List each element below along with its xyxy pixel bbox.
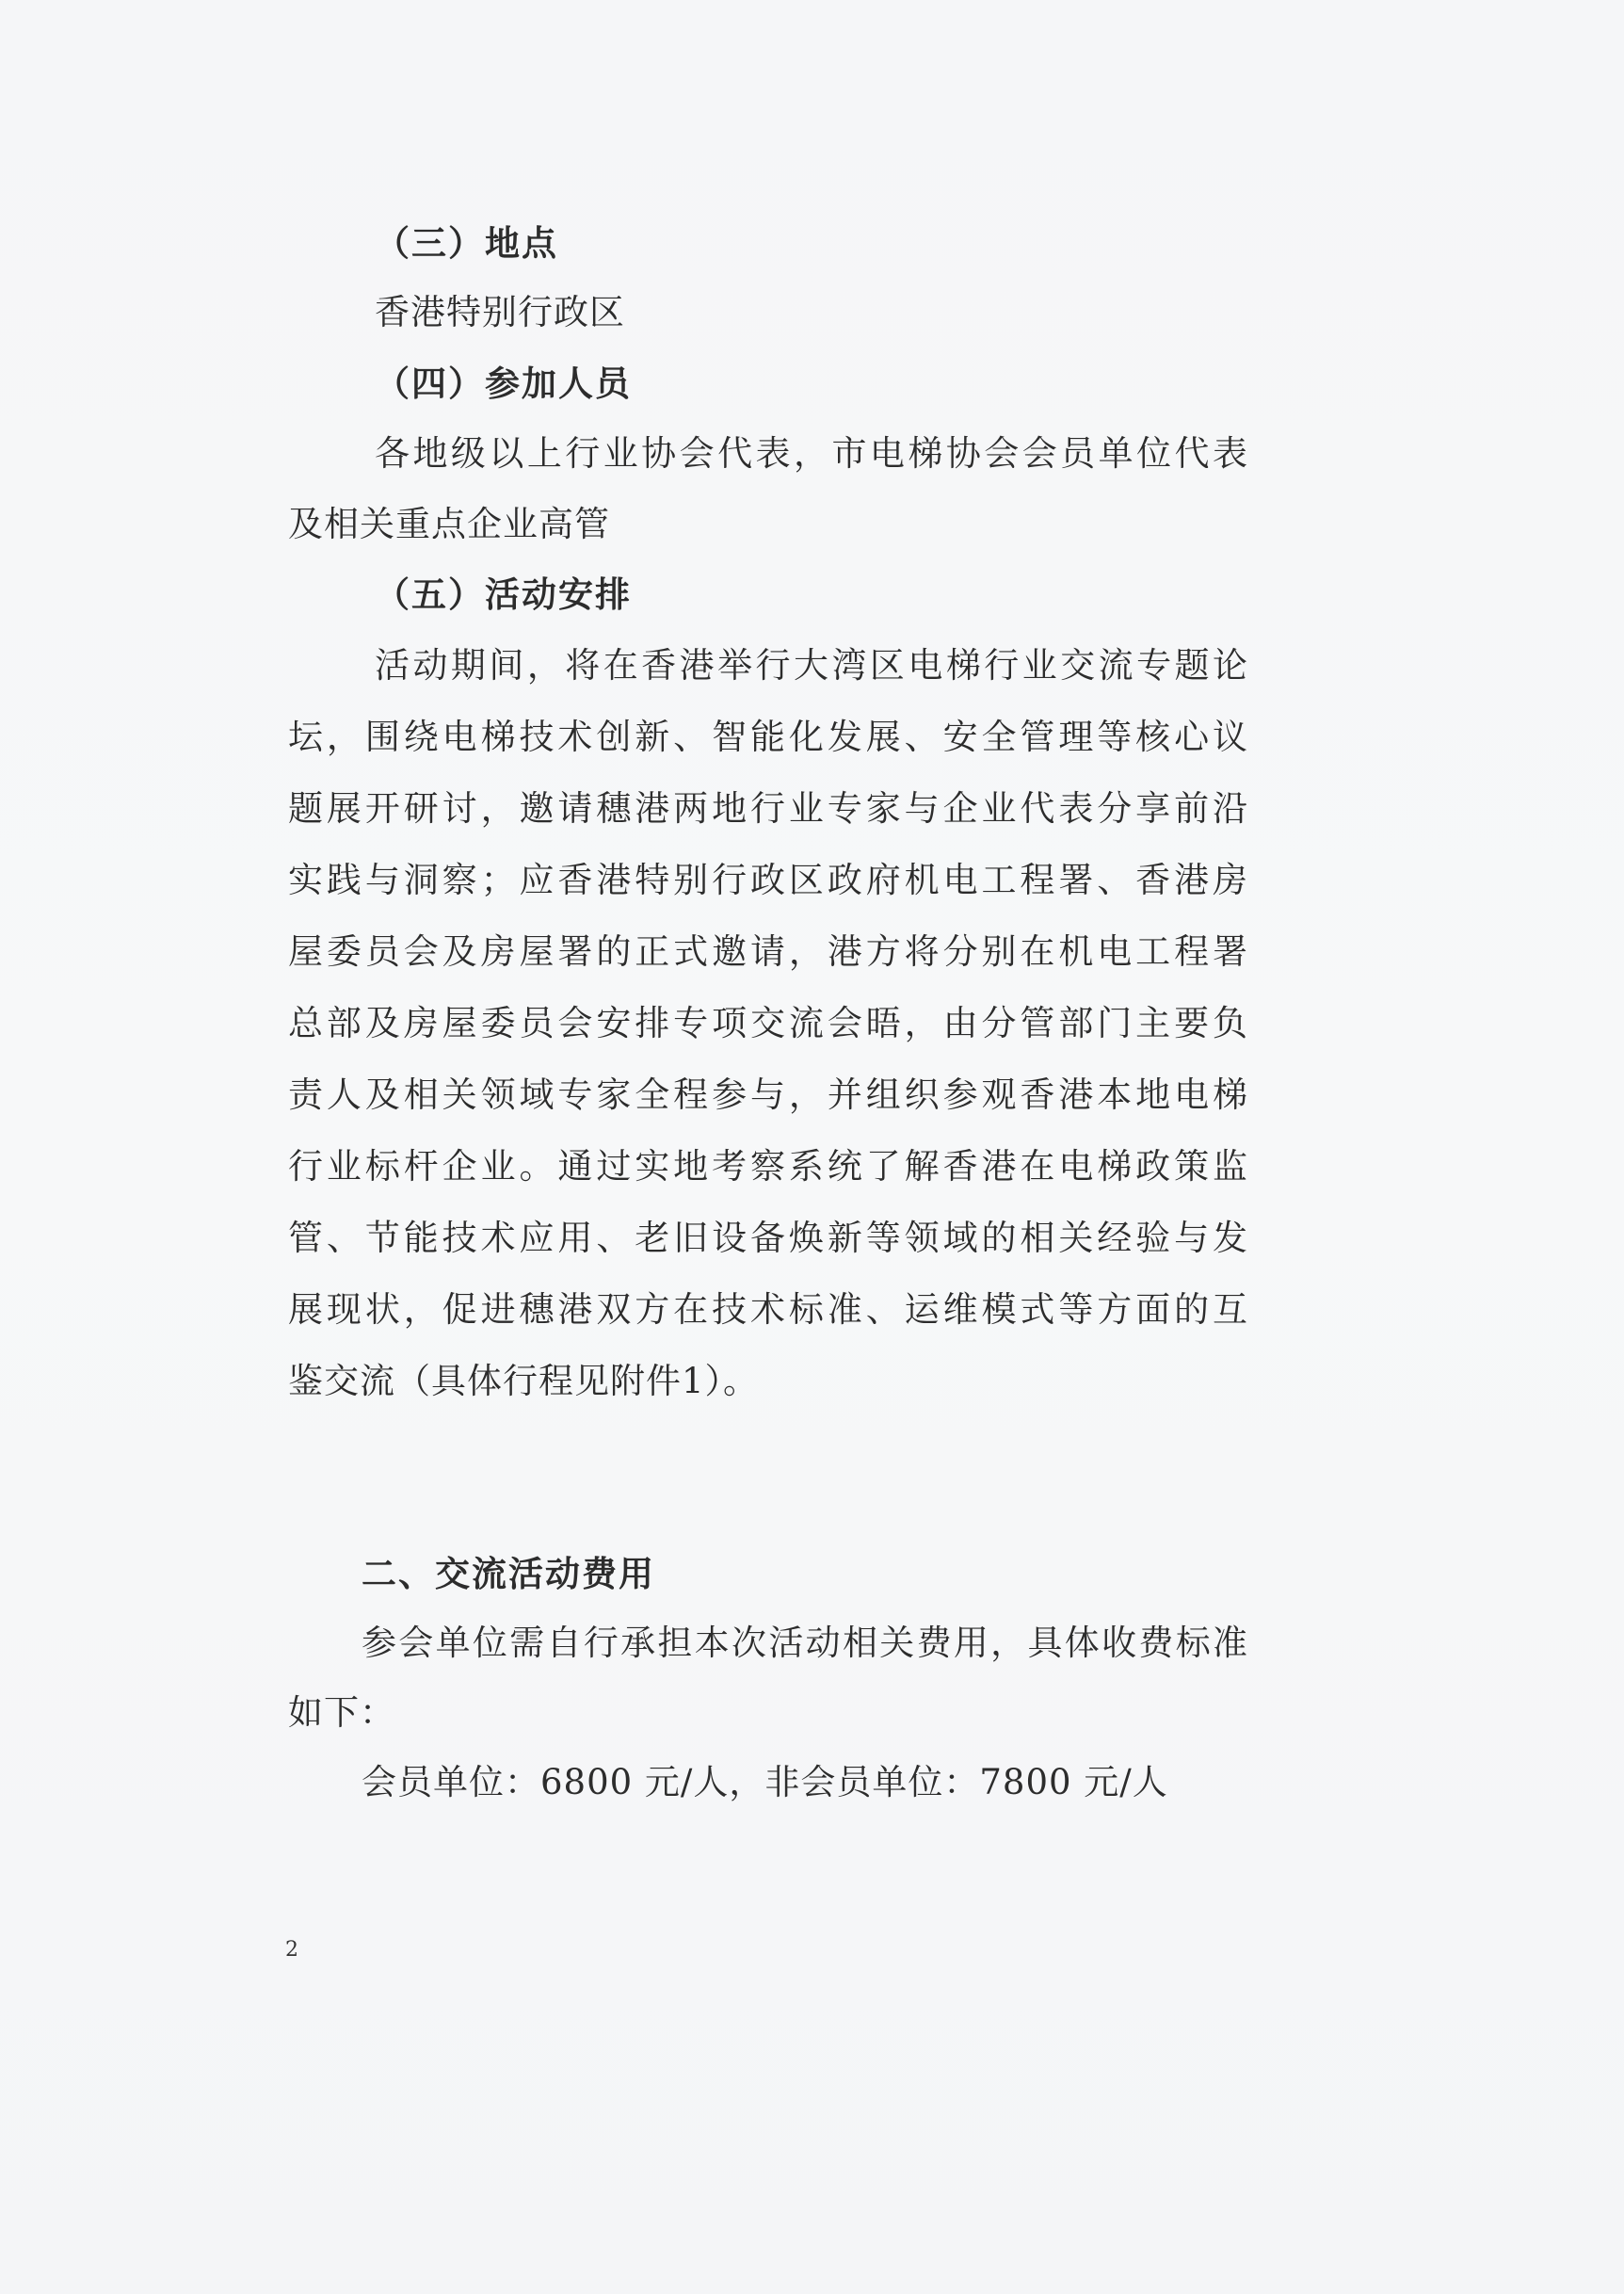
schedule-paragraph-line: 管、节能技术应用、老旧设备焕新等领域的相关经验与发 (288, 1218, 1248, 1258)
schedule-paragraph-line: 鉴交流（具体行程见附件1）。 (288, 1361, 760, 1401)
section-heading-schedule: （五）活动安排 (375, 574, 632, 615)
location-text: 香港特别行政区 (375, 292, 625, 332)
schedule-paragraph-line: 屋委员会及房屋署的正式邀请，港方将分别在机电工程署 (288, 931, 1248, 972)
fees-paragraph-line: 如下： (288, 1692, 395, 1733)
schedule-paragraph-line: 责人及相关领域专家全程参与，并组织参观香港本地电梯 (288, 1074, 1248, 1115)
schedule-paragraph-line: 总部及房屋委员会安排专项交流会晤，由分管部门主要负 (288, 1003, 1248, 1043)
schedule-paragraph-line: 题展开研讨，邀请穗港两地行业专家与企业代表分享前沿 (288, 788, 1248, 829)
schedule-paragraph-line: 实践与洞察；应香港特别行政区政府机电工程署、香港房 (288, 860, 1248, 900)
participants-line: 及相关重点企业高管 (288, 504, 610, 544)
page-number: 2 (285, 1938, 298, 1962)
fees-paragraph-line: 参会单位需自行承担本次活动相关费用，具体收费标准 (362, 1623, 1248, 1663)
schedule-paragraph-line: 展现状，促进穗港双方在技术标准、运维模式等方面的互 (288, 1289, 1248, 1330)
schedule-paragraph-line: 活动期间，将在香港举行大湾区电梯行业交流专题论 (375, 645, 1248, 686)
section-heading-participants: （四）参加人员 (375, 363, 632, 404)
participants-line: 各地级以上行业协会代表，市电梯协会会员单位代表 (375, 433, 1248, 474)
section-heading-location: （三）地点 (375, 222, 558, 264)
schedule-paragraph-line: 坛，围绕电梯技术创新、智能化发展、安全管理等核心议 (288, 717, 1248, 757)
part-heading-fees: 二、交流活动费用 (362, 1553, 655, 1594)
schedule-paragraph-line: 行业标杆企业。通过实地考察系统了解香港在电梯政策监 (288, 1146, 1248, 1187)
fee-rates-line: 会员单位：6800 元/人，非会员单位：7800 元/人 (362, 1762, 1168, 1802)
